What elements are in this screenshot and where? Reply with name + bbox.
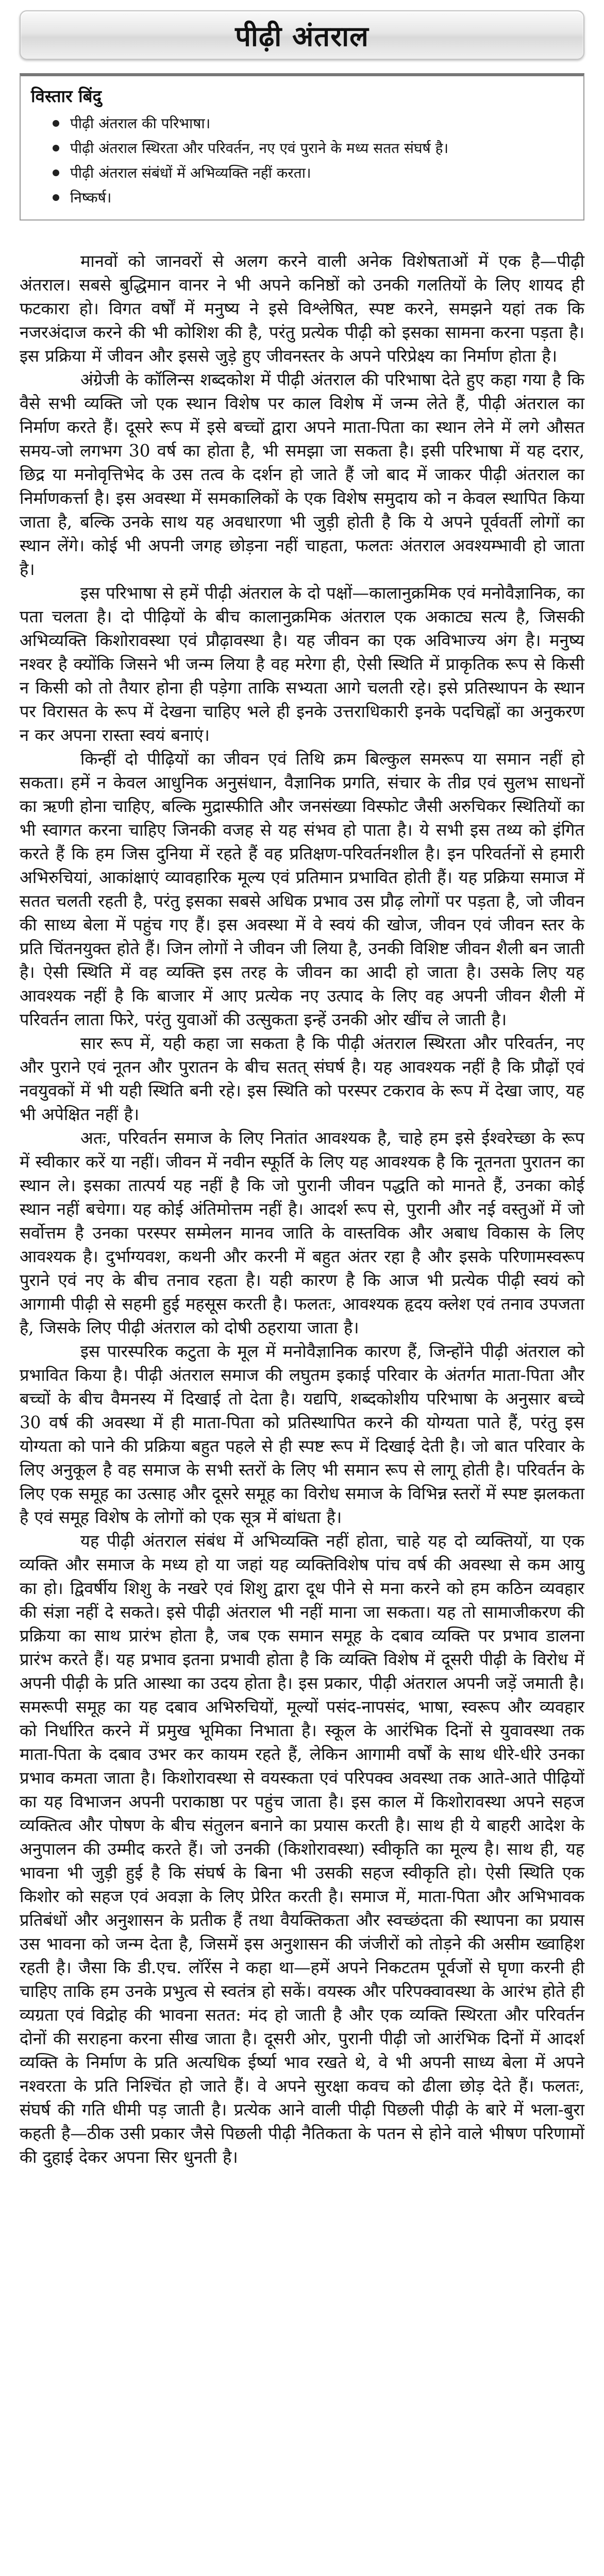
outline-item: निष्कर्ष। [51,185,573,210]
outline-item: पीढ़ी अंतराल संबंधों में अभिव्यक्ति नहीं करता। [51,161,573,185]
outline-list [31,111,573,210]
paragraph: मानवों को जानवरों से अलग करने वाली अनेक विशेषताओं में एक है—पीढ़ी अंतराल। सबसे बुद्धिमान वानर ने भी अपने कनिष्ठों को उनकी गलतियों के लिए शायद ही फटकारा हो। विगत वर्षों में मनुष्य ने इसे विश्लेषित, स्पष्ट करने, समझने यहां तक कि नजरअंदाज करने की भी कोशिश की है, परंतु प्रत्येक पीढ़ी को इसका सामना करना पड़ता है। इस प्रक्रिया में जीवन और इससे जुड़े हुए जीवनस्तर के अपने परिप्रेक्ष्य का निर्माण होता है। [20,251,584,366]
paragraph: इस पारस्परिक कटुता के मूल में मनोवैज्ञानिक कारण हैं, जिन्होंने पीढ़ी अंतराल को प्रभावित किया है। पीढ़ी अंतराल समाज की लघुतम इकाई परिवार के अंतर्गत माता-पिता और बच्चों के बीच वैमनस्य में दिखाई तो देता है। यद्यपि, शब्दकोशीय परिभाषा के अनुसार बच्चे 30 वर्ष की अवस्था में ही माता-पिता को प्रतिस्थापित करने की योग्यता पाते हैं, परंतु इस योग्यता को पाने की प्रक्रिया बहुत पहले से ही स्पष्ट रूप में दिखाई देती है। जो बात परिवार के लिए अनुकूल है वह समाज के सभी स्तरों के लिए भी समान रूप से लागू होती है। परिवर्तन के लिए एक समूह का उत्साह और दूसरे समूह का विरोध समाज के विभिन्न स्तरों में स्पष्ट झलकता है एवं समूह विशेष के लोगों को एक सूत्र में बांधता है। [20,1342,584,1527]
paragraph: सार रूप में, यही कहा जा सकता है कि पीढ़ी अंतराल स्थिरता और परिवर्तन, नए और पुराने एवं नूतन और पुरातन के बीच सतत् संघर्ष है। यह आवश्यक नहीं है कि प्रौढ़ों एवं नवयुवकों में भी यही स्थिति बनी रहे। इस स्थिति को परस्पर टकराव के रूप में देखा जाए, यह भी अपेक्षित नहीं है। [20,1033,584,1124]
outline-item: पीढ़ी अंतराल स्थिरता और परिवर्तन, नए एवं पुराने के मध्य सतत संघर्ष है। [51,136,573,161]
paragraph: किन्हीं दो पीढ़ियों का जीवन एवं तिथि क्रम बिल्कुल समरूप या समान नहीं हो सकता। हमें न केवल आधुनिक अनुसंधान, वैज्ञानिक प्रगति, संचार के तीव्र एवं सुलभ साधनों का ऋणी होना चाहिए, बल्कि मुद्रास्फीति और जनसंख्या विस्फोट जैसी अरुचिकर स्थितियों का भी स्वागत करना चाहिए जिनकी वजह से यह संभव हो पाता है। ये सभी इस तथ्य को इंगित करते हैं कि हम जिस दुनिया में रहते हैं वह प्रतिक्षण-परिवर्तनशील है। इन परिवर्तनों से हमारी अभिरुचियां, आकांक्षाएं व्यावहारिक मूल्य एवं प्रतिमान प्रभावित होती हैं। यह प्रक्रिया समाज में सतत चलती रहती है, परंतु इसका सबसे अधिक प्रभाव उस प्रौढ़ लोगों पर पड़ता है, जो जीवन की साध्य बेला में पहुंच गए हैं। इस अवस्था में वे स्वयं की खोज, जीवन एवं जीवन स्तर के प्रति चिंतनयुक्त होते हैं। जिन लोगों ने जीवन जी लिया है, उनकी विशिष्ट जीवन शैली बन जाती है। ऐसी स्थिति में वह व्यक्ति इस तरह के जीवन का आदी हो जाता है। उसके लिए यह आवश्यक नहीं है कि बाजार में आए प्रत्येक नए उत्पाद के लिए वह अपनी जीवन शैली में परिवर्तन लाता फिरे, परंतु युवाओं की उत्सुकता इन्हें उनकी ओर खींच ले जाती है। [20,749,584,1029]
paragraph: अंग्रेजी के कॉलिन्स शब्दकोश में पीढ़ी अंतराल की परिभाषा देते हुए कहा गया है कि वैसे सभी व्यक्ति जो एक स्थान विशेष पर काल विशेष में जन्म लेते हैं, पीढ़ी अंतराल का निर्माण करते हैं। दूसरे रूप में इसे बच्चों द्वारा अपने माता-पिता का स्थान लेने में लगे औसत समय-जो लगभग 30 वर्ष का होता है, भी समझा जा सकता है। इसी परिभाषा में यह दरार, छिद्र या मनोवृत्तिभेद के उस तत्व के दर्शन हो जाते हैं जो बाद में जाकर पीढ़ी अंतराल का निर्माणकर्त्ता है। इस अवस्था में समकालिकों के एक विशेष समुदाय को न केवल स्थापित किया जाता है, बल्कि उनके साथ यह अवधारणा भी जुड़ी होती है कि ये अपने पूर्ववर्ती लोगों का स्थान लेंगे। कोई भी अपनी जगह छोड़ना नहीं चाहता, फलतः अंतराल अवश्यम्भावी हो जाता है। [20,370,584,579]
essay-body [20,249,584,2169]
paragraph: यह पीढ़ी अंतराल संबंध में अभिव्यक्ति नहीं होता, चाहे यह दो व्यक्तियों, या एक व्यक्ति और समाज के मध्य हो या जहां यह व्यक्तिविशेष पांच वर्ष की अवस्था से कम आयु का हो। द्विवर्षीय शिशु के नखरे एवं शिशु द्वारा दूध पीने से मना करने को हम कठिन व्यवहार की संज्ञा नहीं दे सकते। इसे पीढ़ी अंतराल भी नहीं माना जा सकता। यह तो सामाजीकरण की प्रक्रिया का साथ प्रारंभ होता है, जब एक समान समूह के दबाव व्यक्ति पर प्रभाव डालना प्रारंभ करते हैं। यह प्रभाव इतना प्रभावी होता है कि व्यक्ति विशेष में दूसरी पीढ़ी के विरोध में अपनी पीढ़ी के प्रति आस्था का उदय होता है। इस प्रकार, पीढ़ी अंतराल अपनी जड़ें जमाती है। समरूपी समूह का यह दबाव अभिरुचियों, मूल्यों पसंद-नापसंद, भाषा, स्वरूप और व्यवहार को निर्धारित करने में प्रमुख भूमिका निभाता है। स्कूल के आरंभिक दिनों से युवावस्था तक माता-पिता के दबाव उभर कर कायम रहते हैं, लेकिन आगामी वर्षों के साथ धीरे-धीरे उनका प्रभाव कमता जाता है। किशोरावस्था से वयस्कता एवं परिपक्व अवस्था तक आते-आते पीढ़ियों का यह विभाजन अपनी पराकाष्ठा पर पहुंच जाता है। इस काल में किशोरावस्था अपने सहज व्यक्तित्व और पोषण के बीच संतुलन बनाने का प्रयास करती है। साथ ही ये बाहरी आदेश के अनुपालन की उम्मीद करते हैं। जो उनकी (किशोरावस्था) स्वीकृति का मूल्य है। साथ ही, यह भावना भी जुड़ी हुई है कि संघर्ष के बिना भी उसकी सहज स्वीकृति हो। ऐसी स्थिति एक किशोर को सहज एवं अवज्ञा के लिए प्रेरित करती है। समाज में, माता-पिता और अभिभावक प्रतिबंधों और अनुशासन के प्रतीक हैं तथा वैयक्तिकता और स्वच्छंदता की स्थापना का प्रयास उस भावना को जन्म देता है, जिसमें इस अनुशासन की जंजीरों को तोड़ने की असीम ख्वाहिश रहती है। जैसा कि डी.एच. लॉरेंस ने कहा था—हमें अपने निकटतम पूर्वजों से घृणा करनी ही चाहिए ताकि हम उनके प्रभुत्व से स्वतंत्र हो सकें। वयस्क और परिपक्वावस्था के आरंभ होते ही व्यग्रता एवं विद्रोह की भावना सतत: मंद हो जाती है और एक व्यक्ति स्थिरता और परिवर्तन दोनों की सराहना करना सीख जाता है। दूसरी ओर, पुरानी पीढ़ी जो आरंभिक दिनों में आदर्श व्यक्ति के निर्माण के प्रति अत्यधिक ईर्ष्या भाव रखते थे, वे भी अपनी साध्य बेला में अपने नश्वरता के प्रति निश्चिंत हो जाते हैं। वे अपने सुरक्षा कवच को ढीला छोड़ देते हैं। फलतः, संघर्ष की गति धीमी पड़ जाती है। प्रत्येक आने वाली पीढ़ी पिछली पीढ़ी के बारे में भला-बुरा कहती है—ठीक उसी प्रकार जैसे पिछली पीढ़ी नैतिकता के पतन से होने वाले भीषण परिणामों की दुहाई देकर अपना सिर धुनती है। [20,1531,584,2167]
paragraph: अतः, परिवर्तन समाज के लिए नितांत आवश्यक है, चाहे हम इसे ईश्वरेच्छा के रूप में स्वीकार करें या नहीं। जीवन में नवीन स्फूर्ति के लिए यह आवश्यक है कि नूतनता पुरातन का स्थान ले। इसका तात्पर्य यह नहीं है कि जो पुरानी जीवन पद्धति को मानते हैं, उनका कोई स्थान नहीं बचेगा। यह कोई अंतिमोत्तम नहीं है। आदर्श रूप से, पुरानी और नई वस्तुओं में जो सर्वोत्तम है उनका परस्पर सम्मेलन मानव जाति के वास्तविक और अबाध विकास के लिए आवश्यक है। दुर्भाग्यवश, कथनी और करनी में बहुत अंतर रहा है और इसके परिणामस्वरूप पुराने एवं नए के बीच तनाव रहता है। यही कारण है कि आज भी प्रत्येक पीढ़ी स्वयं को आगामी पीढ़ी से सहमी हुई महसूस करती है। फलतः, आवश्यक हृदय क्लेश एवं तनाव उपजता है, जिसके लिए पीढ़ी अंतराल को दोषी ठहराया जाता है। [20,1128,584,1337]
page-title: पीढ़ी अंतराल [235,20,369,53]
outline-heading: विस्तार बिंदु [31,86,102,106]
title-bar [20,10,584,60]
outline-box [20,73,584,221]
outline-item: पीढ़ी अंतराल की परिभाषा। [51,111,573,136]
paragraph: इस परिभाषा से हमें पीढ़ी अंतराल के दो पक्षों—कालानुक्रमिक एवं मनोवैज्ञानिक, का पता चलता है। दो पीढ़ियों के बीच कालानुक्रमिक अंतराल एक अकाट्य सत्य है, जिसकी अभिव्यक्ति किशोरावस्था एवं प्रौढ़ावस्था है। यह जीवन का एक अविभाज्य अंग है। मनुष्य नश्वर है क्योंकि जिसने भी जन्म लिया है वह मरेगा ही, ऐसी स्थिति में प्राकृतिक रूप से किसी न किसी को तो तैयार होना ही पड़ेगा ताकि सभ्यता आगे चलती रहे। इसे प्रतिस्थापन के स्थान पर विरासत के रूप में देखना चाहिए भले ही इनके उत्तराधिकारी इनके पदचिह्नों का अनुकरण न कर अपना रास्ता स्वयं बनाएं। [20,583,584,745]
